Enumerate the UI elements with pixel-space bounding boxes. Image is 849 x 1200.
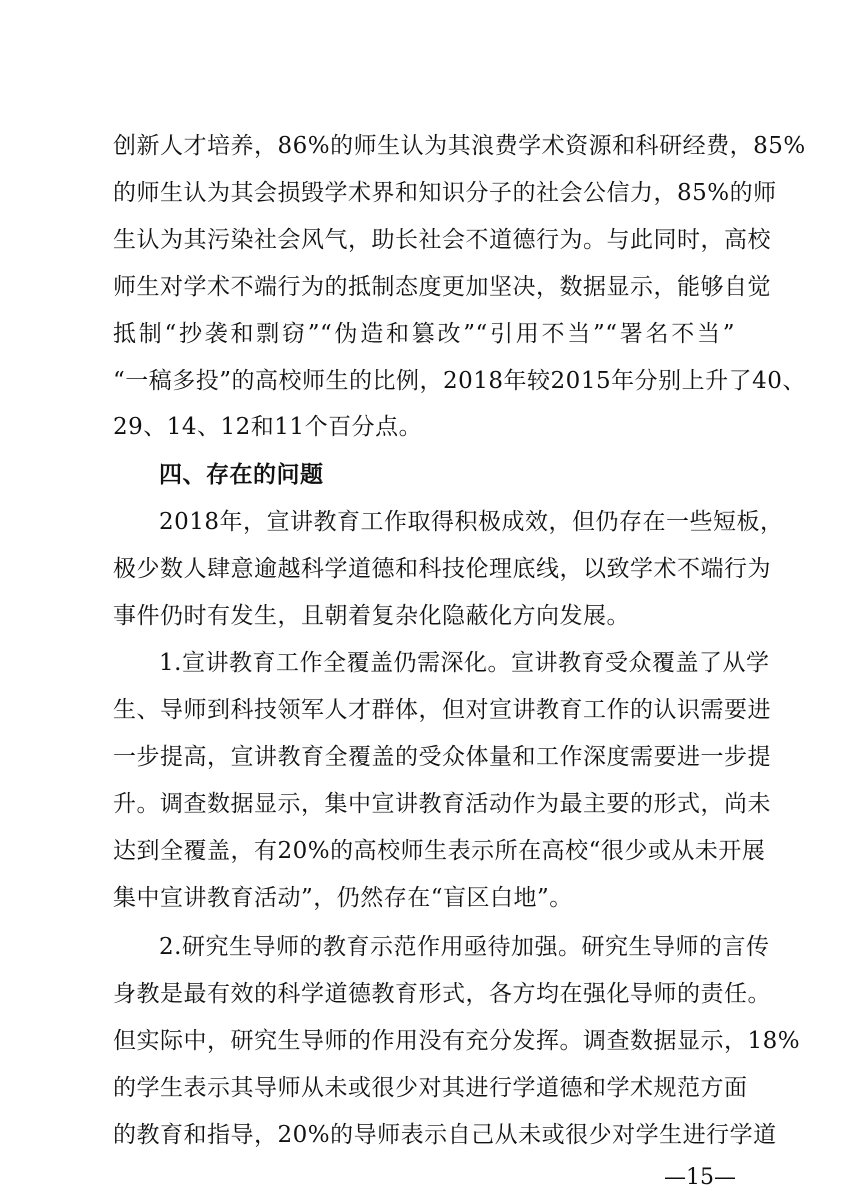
body-text-line: 升。调查数据显示，集中宣讲教育活动作为最主要的形式，尚未 <box>113 791 771 817</box>
body-text-line: 的师生认为其会损毁学术界和知识分子的社会公信力，85%的师 <box>113 180 777 206</box>
body-text-line: 29、14、12和11个百分点。 <box>113 414 423 440</box>
body-text-line: 生认为其污染社会风气，助长社会不道德行为。与此同时，高校 <box>113 227 771 253</box>
body-text-line: 集中宣讲教育活动”，仍然存在“盲区白地”。 <box>113 885 573 911</box>
body-text-line: 极少数人肆意逾越科学道德和科技伦理底线，以致学术不端行为 <box>113 556 771 582</box>
body-text-line: 的教育和指导，20%的导师表示自己从未或很少对学生进行学道 <box>113 1122 777 1148</box>
body-text-line: 身教是最有效的科学道德教育形式，各方均在强化导师的责任。 <box>113 981 771 1007</box>
body-text-line: 事件仍时有发生，且朝着复杂化隐蔽化方向发展。 <box>113 603 630 629</box>
body-text-line: “一稿多投”的高校师生的比例，2018年较2015年分别上升了40、 <box>113 368 806 394</box>
body-text-line: 2018年，宣讲教育工作取得积极成效，但仍存在一些短板， <box>159 509 784 535</box>
body-text-line: 创新人才培养，86%的师生认为其浪费学术资源和科研经费，85% <box>113 133 806 159</box>
section-heading: 四、存在的问题 <box>159 462 324 488</box>
body-text-line: 的学生表示其导师从未或很少对其进行学道德和学术规范方面 <box>113 1075 748 1101</box>
body-text-line: 师生对学术不端行为的抵制态度更加坚决，数据显示，能够自觉 <box>113 274 771 300</box>
body-text-line: 生、导师到科技领军人才群体，但对宣讲教育工作的认识需要进 <box>113 697 771 723</box>
body-text-line: 1.宣讲教育工作全覆盖仍需深化。宣讲教育受众覆盖了从学 <box>159 650 770 676</box>
page-number: —15— <box>664 1165 736 1190</box>
body-text-line: 一步提高，宣讲教育全覆盖的受众体量和工作深度需要进一步提 <box>113 744 771 770</box>
body-text-line: 2.研究生导师的教育示范作用亟待加强。研究生导师的言传 <box>159 934 770 960</box>
body-text-line: 抵制“抄袭和剽窃”“伪造和篡改”“引用不当”“署名不当” <box>113 321 735 347</box>
body-text-line: 达到全覆盖，有20%的高校师生表示所在高校“很少或从未开展 <box>113 838 766 864</box>
body-text-line: 但实际中，研究生导师的作用没有充分发挥。调查数据显示，18% <box>113 1028 801 1054</box>
